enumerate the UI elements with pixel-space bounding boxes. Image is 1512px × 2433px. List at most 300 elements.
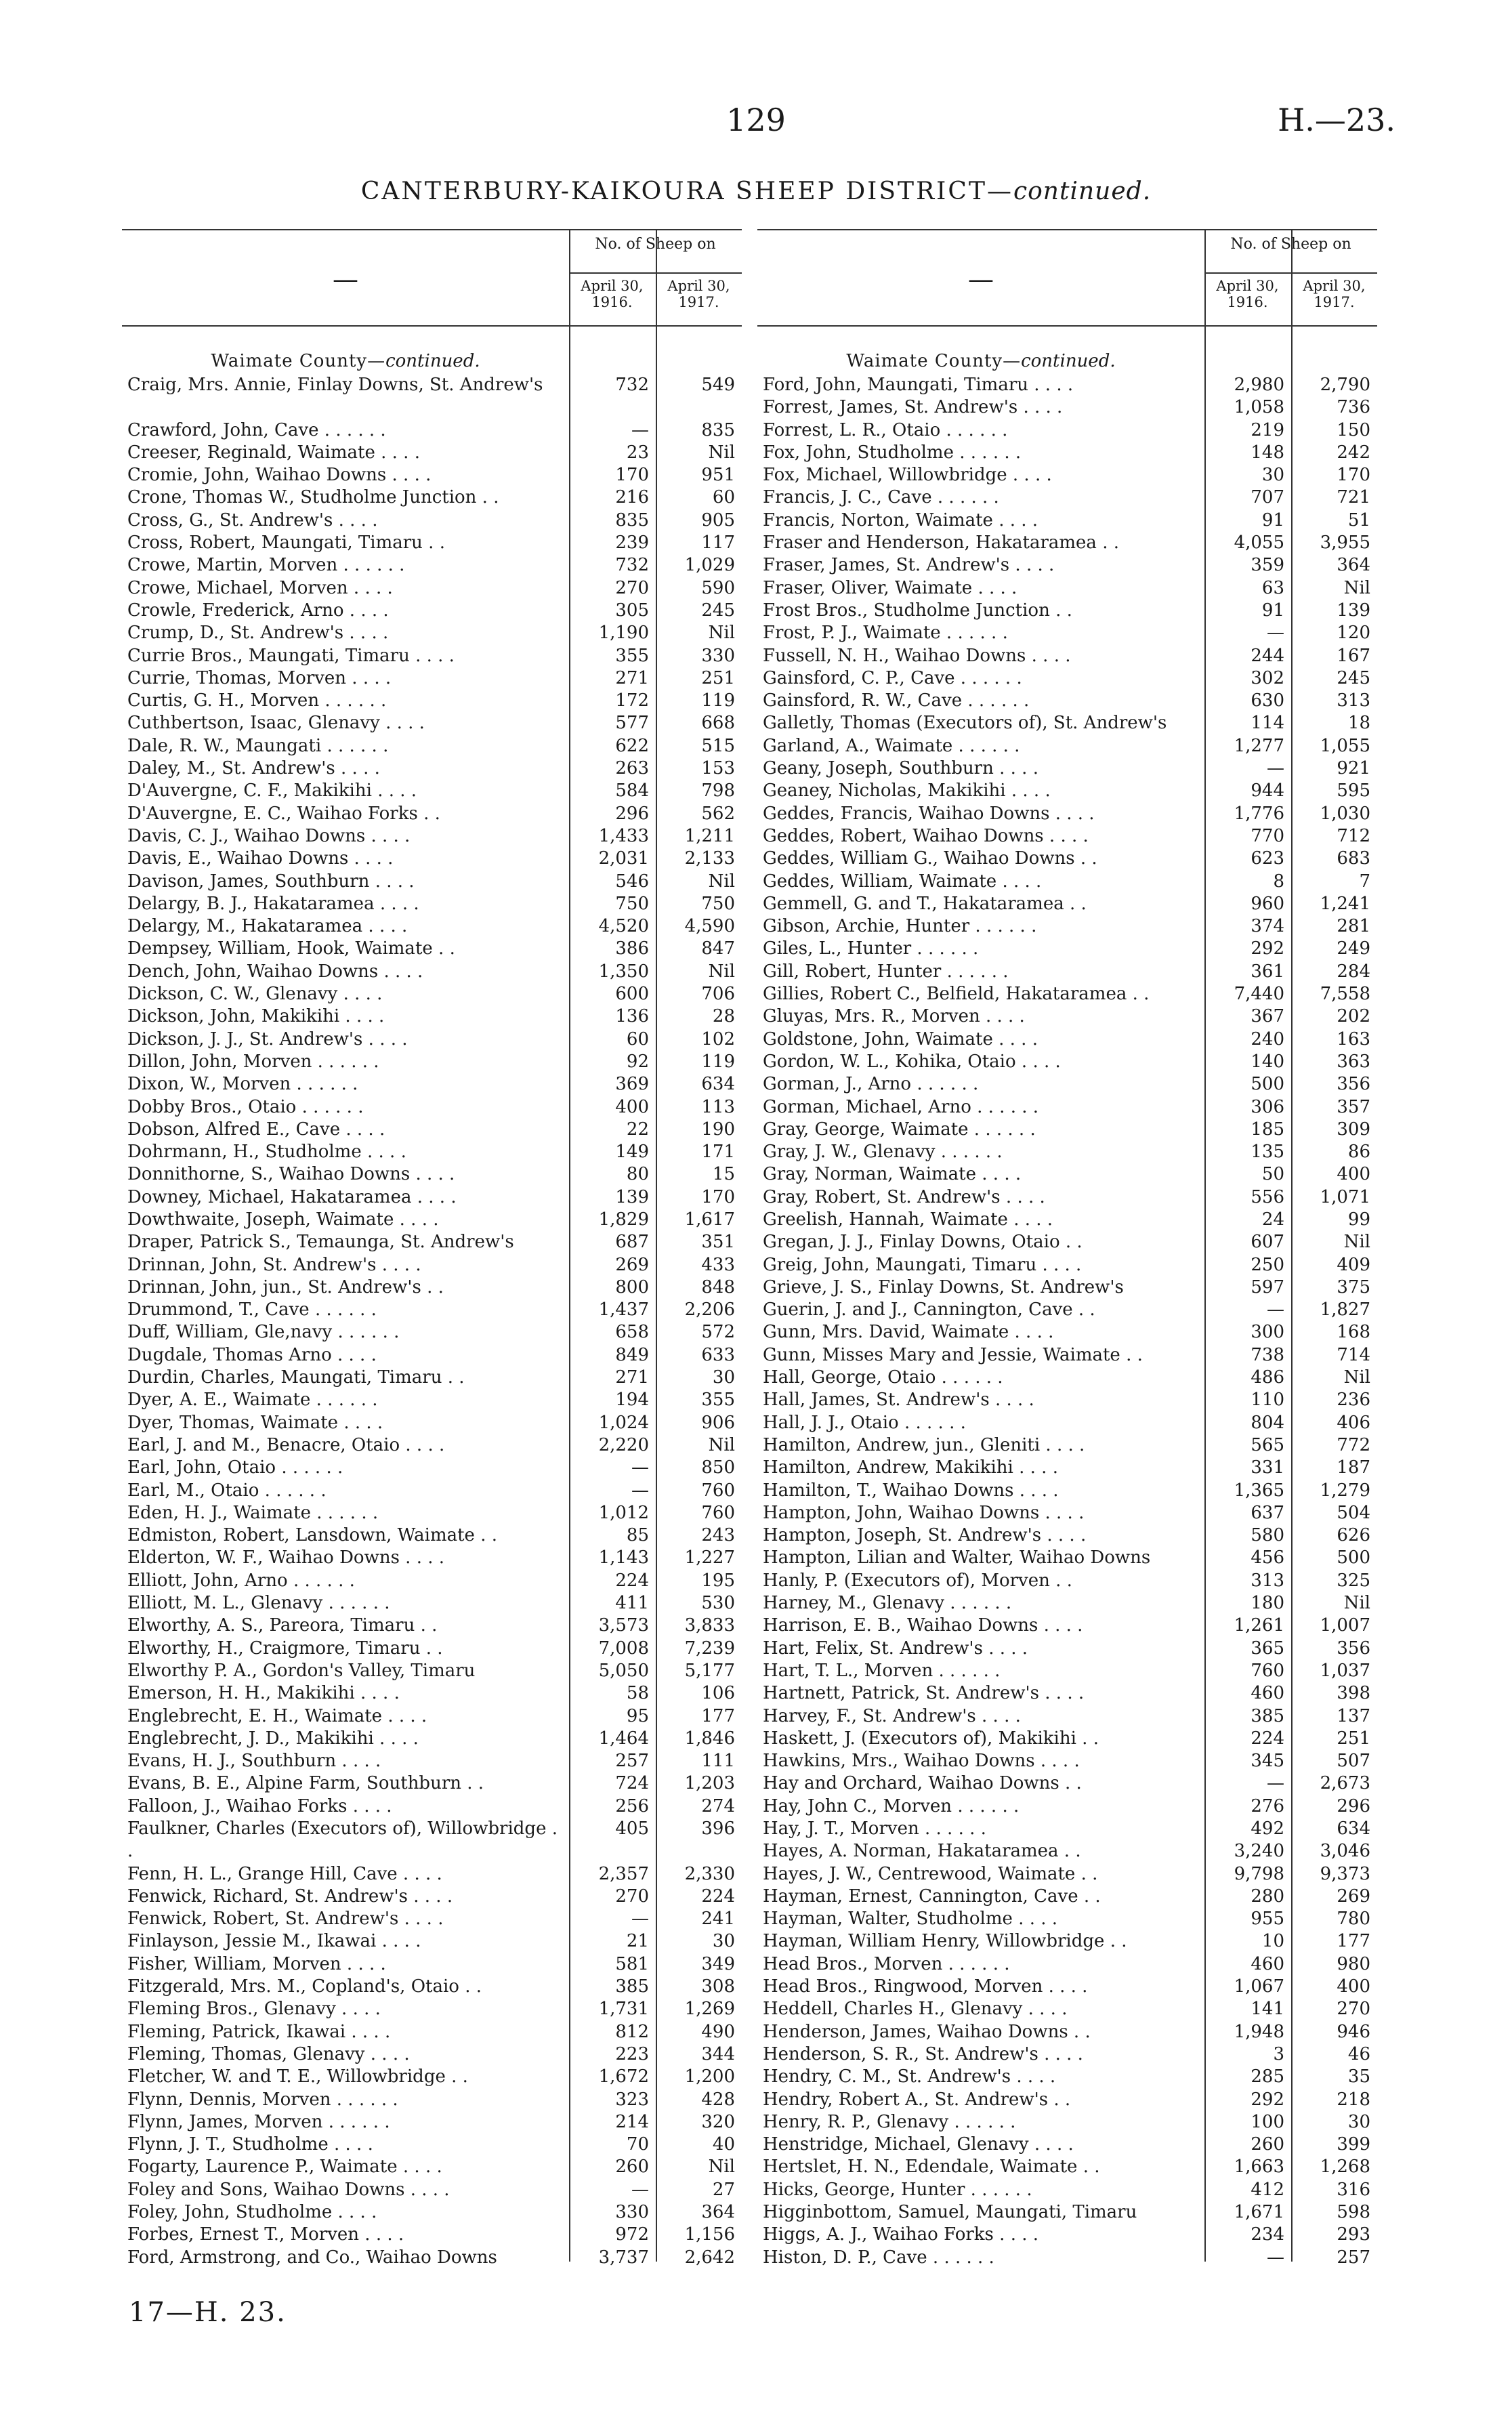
- sheep-1917: 170: [1337, 465, 1370, 486]
- table-row: [122, 1028, 742, 1051]
- sheep-1916: 960: [1251, 893, 1284, 914]
- owner-name: Geany, Joseph, Southburn . . . .: [763, 758, 1038, 779]
- owner-name: Gainsford, C. P., Cave . . . . . .: [763, 667, 1022, 688]
- sheep-1917: 363: [1337, 1051, 1370, 1072]
- sheep-1916: 170: [615, 465, 649, 486]
- sheep-1916: 1,261: [1234, 1615, 1284, 1636]
- sheep-1916: 2,357: [598, 1863, 649, 1884]
- owner-name: Henry, R. P., Glenavy . . . . . .: [763, 2111, 1016, 2132]
- table-row: [757, 1750, 1377, 1772]
- sheep-1916: —: [631, 1480, 649, 1501]
- sheep-1917: 1,029: [684, 555, 735, 576]
- owner-name: Falloon, J., Waihao Forks . . . .: [127, 1795, 392, 1816]
- table-row: [757, 1457, 1377, 1479]
- sheep-1917: 921: [1337, 758, 1370, 779]
- owner-name: Grieve, J. S., Finlay Downs, St. Andrew's: [763, 1276, 1124, 1297]
- header-col-1916: April 30, 1916.: [1216, 278, 1279, 310]
- sheep-1917: 951: [701, 465, 735, 486]
- table-row: [122, 780, 742, 802]
- sheep-1916: 139: [615, 1186, 649, 1207]
- owner-name: Dickson, C. W., Glenavy . . . .: [127, 984, 383, 1005]
- sheep-1916: 1,143: [598, 1547, 649, 1568]
- owner-name: Fleming, Patrick, Ikawai . . . .: [127, 2021, 391, 2042]
- owner-name: Elderton, W. F., Waihao Downs . . . .: [127, 1547, 445, 1568]
- owner-name: Cross, G., St. Andrew's . . . .: [127, 510, 378, 531]
- owner-name: Gillies, Robert C., Belfield, Hakataramea . .: [763, 984, 1150, 1005]
- table-row: [757, 1480, 1377, 1502]
- table-row: [757, 486, 1377, 509]
- table-row: [757, 1119, 1377, 1141]
- owner-name: Cross, Robert, Maungati, Timaru . .: [127, 533, 445, 554]
- owner-name: Hampton, John, Waihao Downs . . . .: [763, 1502, 1085, 1523]
- table-row: [122, 1886, 742, 1908]
- sheep-1916: 359: [1251, 555, 1284, 576]
- owner-name: Elworthy, H., Craigmore, Timaru . .: [127, 1638, 443, 1659]
- sheep-1916: 623: [1251, 848, 1284, 869]
- sheep-1917: 598: [1337, 2202, 1370, 2223]
- sheep-1916: 5,050: [598, 1660, 649, 1681]
- owner-name: Flynn, Dennis, Morven . . . . . .: [127, 2089, 398, 2110]
- table-row: [122, 510, 742, 532]
- sheep-1916: 3,737: [598, 2247, 649, 2268]
- table-row: [757, 1299, 1377, 1321]
- table-row: [757, 464, 1377, 486]
- sheep-1916: 3,240: [1234, 1841, 1284, 1862]
- table-row: [757, 1141, 1377, 1163]
- sheep-1916: 492: [1251, 1818, 1284, 1839]
- table-row: [122, 712, 742, 734]
- table-row: [757, 1073, 1377, 1096]
- owner-name: Ford, Armstrong, and Co., Waihao Downs: [127, 2247, 497, 2268]
- owner-name: Hampton, Lilian and Walter, Waihao Downs: [763, 1547, 1151, 1568]
- owner-name: Hartnett, Patrick, St. Andrew's . . . .: [763, 1683, 1085, 1704]
- header-dash: —: [968, 264, 994, 294]
- sheep-1916: 3: [1273, 2043, 1284, 2064]
- owner-name: Hawkins, Mrs., Waihao Downs . . . .: [763, 1751, 1080, 1772]
- sheep-1917: 1,211: [684, 825, 735, 846]
- sheep-1916: 110: [1251, 1390, 1284, 1411]
- sheep-1916: 180: [1251, 1593, 1284, 1614]
- owner-name: Fox, John, Studholme . . . . . .: [763, 442, 1022, 463]
- table-row: [757, 1209, 1377, 1231]
- table-row: [122, 1434, 742, 1457]
- sheep-1916: 141: [1251, 1999, 1284, 2020]
- table-row: [757, 577, 1377, 600]
- sheep-1916: 1,058: [1234, 397, 1284, 418]
- sheep-1916: 361: [1251, 961, 1284, 982]
- owner-name: Finlayson, Jessie M., Ikawai . . . .: [127, 1931, 421, 1952]
- owner-name: Dugdale, Thomas Arno . . . .: [127, 1344, 377, 1365]
- sheep-1916: 1,663: [1234, 2157, 1284, 2178]
- sheep-1917: 167: [1337, 645, 1370, 666]
- owner-name: Gill, Robert, Hunter . . . . . .: [763, 961, 1009, 982]
- table-row: [122, 893, 742, 915]
- owner-name: Crump, D., St. Andrew's . . . .: [127, 623, 389, 644]
- sheep-1916: 411: [615, 1593, 649, 1614]
- signature-mark: 17—H. 23.: [129, 2297, 287, 2328]
- sheep-1917: 428: [701, 2089, 735, 2110]
- sheep-1917: 330: [701, 645, 735, 666]
- table-row: [122, 1321, 742, 1344]
- sheep-1916: 219: [1251, 419, 1284, 440]
- owner-name: Durdin, Charles, Maungati, Timaru . .: [127, 1367, 465, 1388]
- sheep-1917: 190: [701, 1119, 735, 1140]
- sheep-1916: —: [631, 2179, 649, 2200]
- sheep-1917: 28: [712, 1006, 735, 1027]
- owner-name: Gray, Robert, St. Andrew's . . . .: [763, 1186, 1045, 1207]
- owner-name: Gainsford, R. W., Cave . . . . . .: [763, 690, 1030, 711]
- sheep-1917: 760: [701, 1502, 735, 1523]
- sheep-1917: 177: [1337, 1931, 1370, 1952]
- owner-name: Histon, D. P., Cave . . . . . .: [763, 2247, 994, 2268]
- owner-name: Gray, Norman, Waimate . . . .: [763, 1164, 1022, 1185]
- owner-name: Fitzgerald, Mrs. M., Copland's, Otaio . .: [127, 1976, 482, 1997]
- owner-name: Fussell, N. H., Waihao Downs . . . .: [763, 645, 1071, 666]
- sheep-1916: 149: [615, 1142, 649, 1163]
- table-row: [122, 1073, 742, 1096]
- table-row: [757, 667, 1377, 690]
- table-row: [122, 2066, 742, 2088]
- table-row: [122, 1502, 742, 1524]
- owner-name: Crawford, John, Cave . . . . . .: [127, 419, 386, 440]
- sheep-1916: 732: [615, 375, 649, 395]
- sheep-1916: 687: [615, 1232, 649, 1253]
- owner-name: Hayman, Ernest, Cannington, Cave . .: [763, 1886, 1101, 1907]
- sheep-1917: 1,617: [684, 1209, 735, 1230]
- table-row: [757, 1840, 1377, 1863]
- sheep-1917: 150: [1337, 419, 1370, 440]
- owner-name: Cromie, John, Waihao Downs . . . .: [127, 465, 432, 486]
- sheep-1917: 562: [701, 803, 735, 824]
- owner-name: Gray, J. W., Glenavy . . . . . .: [763, 1142, 1003, 1163]
- sheep-1916: 365: [1251, 1638, 1284, 1659]
- table-row: [757, 1186, 1377, 1209]
- sheep-1917: Nil: [1343, 1367, 1370, 1388]
- sheep-1916: 580: [1251, 1525, 1284, 1546]
- sheep-1916: —: [1267, 623, 1284, 644]
- owner-name: Dowthwaite, Joseph, Waimate . . . .: [127, 1209, 439, 1230]
- owner-name: Fenwick, Robert, St. Andrew's . . . .: [127, 1909, 444, 1930]
- sheep-1916: 285: [1251, 2066, 1284, 2087]
- sheep-1916: 224: [615, 1570, 649, 1591]
- sheep-1917: 433: [701, 1254, 735, 1275]
- owner-name: Harvey, F., St. Andrew's . . . .: [763, 1705, 1021, 1726]
- sheep-1916: 4,055: [1234, 533, 1284, 554]
- sheep-1917: 86: [1347, 1142, 1370, 1163]
- owner-name: Forrest, L. R., Otaio . . . . . .: [763, 419, 1008, 440]
- owner-name: Dobby Bros., Otaio . . . . . .: [127, 1096, 364, 1117]
- sheep-1916: 271: [615, 1367, 649, 1388]
- table-row: [757, 2156, 1377, 2178]
- sheep-1917: Nil: [1343, 1593, 1370, 1614]
- table-row: [122, 2043, 742, 2066]
- sheep-1917: 1,227: [684, 1547, 735, 1568]
- sheep-1916: 305: [615, 600, 649, 621]
- sheep-1916: 835: [615, 510, 649, 531]
- page-title: [0, 178, 1512, 205]
- sheep-1916: 1,024: [598, 1412, 649, 1433]
- table-row: [122, 1818, 742, 1863]
- sheep-1916: 313: [1251, 1570, 1284, 1591]
- owner-name: Hall, J. J., Otaio . . . . . .: [763, 1412, 966, 1433]
- sheep-1916: 637: [1251, 1502, 1284, 1523]
- sheep-1917: 30: [712, 1367, 735, 1388]
- table-row: [122, 2111, 742, 2134]
- table-rows: [122, 374, 742, 2269]
- table-row: [122, 848, 742, 870]
- sheep-1917: 500: [1337, 1547, 1370, 1568]
- sheep-1916: 500: [1251, 1074, 1284, 1095]
- table-row: [757, 1276, 1377, 1299]
- owner-name: Curtis, G. H., Morven . . . . . .: [127, 690, 387, 711]
- table-row: [757, 396, 1377, 419]
- table-row: [122, 871, 742, 893]
- sheep-1917: 30: [1347, 2111, 1370, 2132]
- owner-name: Hicks, George, Hunter . . . . . .: [763, 2179, 1032, 2200]
- sheep-1916: 1,464: [598, 1728, 649, 1749]
- sheep-1917: 316: [1337, 2179, 1370, 2200]
- sheep-1917: 251: [1337, 1728, 1370, 1749]
- sheep-1917: 356: [1337, 1638, 1370, 1659]
- owner-name: Hamilton, T., Waihao Downs . . . .: [763, 1480, 1059, 1501]
- page-title-continued: continued.: [1013, 178, 1152, 205]
- header-col-1916: April 30, 1916.: [581, 278, 644, 310]
- table-row: [122, 1209, 742, 1231]
- owner-name: Hall, James, St. Andrew's . . . .: [763, 1390, 1034, 1411]
- sheep-1917: 120: [1337, 623, 1370, 644]
- sheep-1917: Nil: [708, 961, 735, 982]
- table-row: [757, 532, 1377, 554]
- sheep-1917: 712: [1337, 825, 1370, 846]
- owner-name: Geaney, Nicholas, Makikihi . . . .: [763, 781, 1051, 802]
- sheep-1916: 172: [615, 690, 649, 711]
- owner-name: Gibson, Archie, Hunter . . . . . .: [763, 916, 1037, 937]
- table-row: [757, 1163, 1377, 1186]
- sheep-1916: 345: [1251, 1751, 1284, 1772]
- table-row: [757, 1953, 1377, 1976]
- sheep-1916: 323: [615, 2089, 649, 2110]
- sheep-1917: 27: [712, 2179, 735, 2200]
- sheep-1917: 281: [1337, 916, 1370, 937]
- table-row: [122, 1682, 742, 1705]
- sheep-1916: 1,365: [1234, 1480, 1284, 1501]
- owner-name: Duff, William, Gle,navy . . . . . .: [127, 1322, 400, 1343]
- owner-name: Hanly, P. (Executors of), Morven . .: [763, 1570, 1072, 1591]
- owner-name: Fogarty, Laurence P., Waimate . . . .: [127, 2157, 442, 2178]
- sheep-1917: 1,071: [1320, 1186, 1370, 1207]
- sheep-1917: 325: [1337, 1570, 1370, 1591]
- sheep-1916: 91: [1261, 510, 1284, 531]
- owner-name: Fisher, William, Morven . . . .: [127, 1953, 386, 1974]
- sheep-1916: 1,437: [598, 1299, 649, 1321]
- sheep-1916: 1,277: [1234, 735, 1284, 756]
- table-row: [757, 1998, 1377, 2020]
- sheep-1917: 357: [1337, 1096, 1370, 1117]
- sheep-1916: 955: [1251, 1909, 1284, 1930]
- sheep-1916: 1,012: [598, 1502, 649, 1523]
- owner-name: Gluyas, Mrs. R., Morven . . . .: [763, 1006, 1025, 1027]
- table-row: [757, 622, 1377, 644]
- sheep-1917: 668: [701, 713, 735, 734]
- owner-name: Hart, Felix, St. Andrew's . . . .: [763, 1638, 1028, 1659]
- sheep-1916: 630: [1251, 690, 1284, 711]
- owner-name: Hayman, Walter, Studholme . . . .: [763, 1909, 1058, 1930]
- table-row: [122, 1254, 742, 1276]
- table-row: [122, 1389, 742, 1411]
- sheep-1916: 556: [1251, 1186, 1284, 1207]
- sheep-1916: 1,672: [598, 2066, 649, 2087]
- owner-name: Hampton, Joseph, St. Andrew's . . . .: [763, 1525, 1087, 1546]
- owner-name: Fenn, H. L., Grange Hill, Cave . . . .: [127, 1863, 442, 1884]
- owner-name: Craig, Mrs. Annie, Finlay Downs, St. Andrew's: [127, 375, 543, 395]
- sheep-1916: 114: [1251, 713, 1284, 734]
- sheep-1916: 136: [615, 1006, 649, 1027]
- sheep-1916: 770: [1251, 825, 1284, 846]
- header-sheep-count: No. of Sheep on: [1230, 236, 1351, 253]
- table-row: [757, 735, 1377, 757]
- table-row: [122, 667, 742, 690]
- sheep-1917: 245: [1337, 667, 1370, 688]
- table-row: [122, 983, 742, 1005]
- table-row: [757, 1638, 1377, 1660]
- sheep-1917: 504: [1337, 1502, 1370, 1523]
- sheep-1917: 2,673: [1320, 1773, 1370, 1794]
- owner-name: Hayes, J. W., Centrewood, Waimate . .: [763, 1863, 1098, 1884]
- sheep-1917: 349: [701, 1953, 735, 1974]
- table-row: [122, 803, 742, 825]
- owner-name: Delargy, M., Hakataramea . . . .: [127, 916, 408, 937]
- sheep-1916: 577: [615, 713, 649, 734]
- owner-name: Gorman, Michael, Arno . . . . . .: [763, 1096, 1039, 1117]
- sheep-1917: 270: [1337, 1999, 1370, 2020]
- sheep-1916: 1,350: [598, 961, 649, 982]
- table-row: [122, 486, 742, 509]
- table-row: [757, 690, 1377, 712]
- sheep-1917: Nil: [708, 2157, 735, 2178]
- sheep-1916: 460: [1251, 1683, 1284, 1704]
- sheep-1916: 270: [615, 577, 649, 598]
- sheep-1916: 486: [1251, 1367, 1284, 1388]
- table-header: [757, 229, 1377, 327]
- sheep-1917: 490: [701, 2021, 735, 2042]
- table-row: [757, 1344, 1377, 1367]
- sheep-1916: 581: [615, 1953, 649, 1974]
- owner-name: Fenwick, Richard, St. Andrew's . . . .: [127, 1886, 453, 1907]
- sheep-1917: 51: [1347, 510, 1370, 531]
- sheep-1916: 607: [1251, 1232, 1284, 1253]
- sheep-1916: 239: [615, 533, 649, 554]
- sheep-1917: 946: [1337, 2021, 1370, 2042]
- sheep-1916: —: [1267, 1773, 1284, 1794]
- sheep-1916: 944: [1251, 781, 1284, 802]
- owner-name: Haskett, J. (Executors of), Makikihi . .: [763, 1728, 1099, 1749]
- sheep-1916: 385: [1251, 1705, 1284, 1726]
- sheep-1917: 218: [1337, 2089, 1370, 2110]
- table-row: [757, 1524, 1377, 1547]
- table-row: [122, 1615, 742, 1637]
- table-row: [757, 2043, 1377, 2066]
- sheep-1916: 849: [615, 1344, 649, 1365]
- sheep-1916: 30: [1261, 465, 1284, 486]
- table-row: [122, 1367, 742, 1389]
- table-row: [757, 1547, 1377, 1569]
- table-row: [122, 374, 742, 419]
- table-row: [122, 1051, 742, 1073]
- sheep-1916: 92: [626, 1051, 649, 1072]
- sheep-1916: 724: [615, 1773, 649, 1794]
- sheep-1917: 1,156: [684, 2224, 735, 2245]
- sheep-1916: 1,731: [598, 1999, 649, 2020]
- sheep-1917: 706: [701, 984, 735, 1005]
- owner-name: Creeser, Reginald, Waimate . . . .: [127, 442, 420, 463]
- table-row: [122, 600, 742, 622]
- owner-name: Hall, George, Otaio . . . . . .: [763, 1367, 1003, 1388]
- table-row: [757, 848, 1377, 870]
- sheep-1916: 80: [626, 1164, 649, 1185]
- table-row: [757, 2111, 1377, 2134]
- table-row: [122, 1005, 742, 1028]
- sheep-1917: 351: [701, 1232, 735, 1253]
- sheep-1916: 405: [615, 1818, 649, 1839]
- sheep-1917: 40: [712, 2134, 735, 2155]
- table-row: [122, 1344, 742, 1367]
- table-row: [122, 1638, 742, 1660]
- owner-name: Dillon, John, Morven . . . . . .: [127, 1051, 379, 1072]
- owner-name: D'Auvergne, C. F., Makikihi . . . .: [127, 781, 417, 802]
- table-row: [757, 938, 1377, 960]
- owner-name: Cuthbertson, Isaac, Glenavy . . . .: [127, 713, 425, 734]
- owner-name: Flynn, James, Morven . . . . . .: [127, 2111, 390, 2132]
- sheep-1916: 584: [615, 781, 649, 802]
- owner-name: Geddes, Francis, Waihao Downs . . . .: [763, 803, 1095, 824]
- sheep-1917: 99: [1347, 1209, 1370, 1230]
- sheep-1917: 187: [1337, 1457, 1370, 1478]
- owner-name: Crone, Thomas W., Studholme Junction . .: [127, 487, 499, 508]
- table-row: [757, 1930, 1377, 1953]
- owner-name: Gorman, J., Arno . . . . . .: [763, 1074, 979, 1095]
- owner-name: Drinnan, John, St. Andrew's . . . .: [127, 1254, 421, 1275]
- table-row: [122, 1412, 742, 1434]
- owner-name: Dohrmann, H., Studholme . . . .: [127, 1142, 406, 1163]
- sheep-1916: 331: [1251, 1457, 1284, 1478]
- sheep-1917: 119: [701, 1051, 735, 1072]
- sheep-1916: 2,980: [1234, 375, 1284, 395]
- sheep-1916: 148: [1251, 442, 1284, 463]
- table-row: [757, 1321, 1377, 1344]
- table-row: [757, 1908, 1377, 1930]
- table-row: [122, 1930, 742, 1953]
- table-row: [757, 915, 1377, 938]
- sheep-1917: 236: [1337, 1390, 1370, 1411]
- page-number: 129: [726, 102, 786, 138]
- sheep-1916: 812: [615, 2021, 649, 2042]
- sheep-1917: 15: [712, 1164, 735, 1185]
- table-row: [122, 532, 742, 554]
- sheep-1917: 772: [1337, 1434, 1370, 1455]
- table-row: [122, 1231, 742, 1253]
- sheep-1917: 530: [701, 1593, 735, 1614]
- sheep-1917: 3,833: [684, 1615, 735, 1636]
- sheep-1916: 374: [1251, 916, 1284, 937]
- owner-name: Gunn, Mrs. David, Waimate . . . .: [763, 1322, 1054, 1343]
- sheep-1917: 2,330: [684, 1863, 735, 1884]
- sheep-1917: 760: [701, 1480, 735, 1501]
- owner-name: Forrest, James, St. Andrew's . . . .: [763, 397, 1063, 418]
- sheep-1916: 91: [1261, 600, 1284, 621]
- sheep-1916: 260: [615, 2157, 649, 2178]
- sheep-1916: 95: [626, 1705, 649, 1726]
- table-row: [122, 1480, 742, 1502]
